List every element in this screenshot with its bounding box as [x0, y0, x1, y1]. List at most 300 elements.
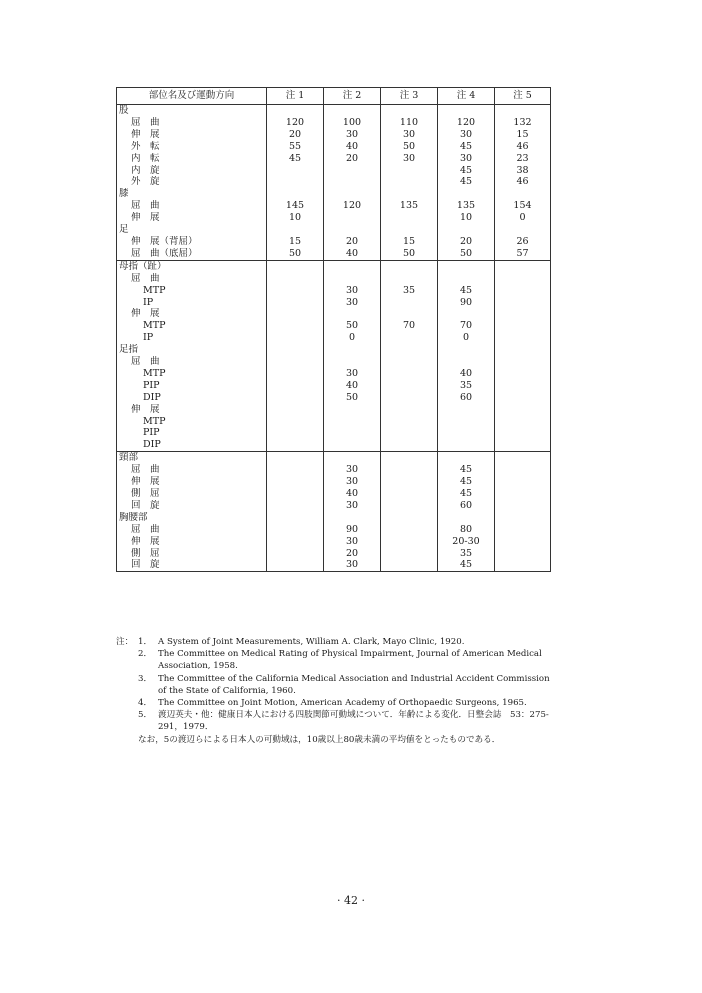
table-cell: 135	[381, 200, 438, 212]
table-cell	[267, 165, 324, 177]
table-row	[117, 476, 551, 488]
table-cell: 40	[324, 488, 381, 500]
table-cell: 45	[438, 488, 495, 500]
table-cell: 30	[324, 129, 381, 141]
row-label: 頸部	[117, 452, 267, 464]
footnote-text: The Committee of the California Medical Association and Industrial Accident Commission of the State of California, 1960.	[158, 673, 550, 696]
column-header: 注 5	[495, 88, 551, 105]
table-cell	[381, 392, 438, 404]
footnote-number: 4．	[138, 698, 153, 709]
table-cell: 30	[324, 297, 381, 309]
table-cell: 120	[267, 117, 324, 129]
row-label: 伸 展	[117, 404, 267, 416]
table-cell: 10	[267, 212, 324, 224]
table-cell: 30	[438, 153, 495, 165]
table-row	[117, 368, 551, 380]
table-cell	[438, 224, 495, 236]
table-row	[117, 344, 551, 356]
table-cell	[381, 536, 438, 548]
table-cell: 46	[495, 176, 551, 188]
table-cell	[324, 165, 381, 177]
table-cell	[267, 427, 324, 439]
table-cell	[495, 356, 551, 368]
footnote-text: A System of Joint Measurements, William A. Clark, Mayo Clinic, 1920.	[158, 637, 465, 647]
row-label: 足	[117, 224, 267, 236]
table-cell: 57	[495, 248, 551, 260]
table-cell	[381, 512, 438, 524]
table-cell	[438, 439, 495, 451]
table-cell	[495, 524, 551, 536]
table-cell	[381, 404, 438, 416]
table-cell	[495, 260, 551, 272]
row-label: 足指	[117, 344, 267, 356]
footnote	[116, 673, 556, 697]
footnote	[116, 697, 556, 709]
table-cell	[381, 188, 438, 200]
footnote	[116, 709, 556, 733]
table-cell	[381, 356, 438, 368]
footnote-text: The Committee on Joint Motion, American Academy of Orthopaedic Surgeons, 1965.	[158, 698, 527, 709]
table-cell: 50	[324, 320, 381, 332]
table-cell: 30	[324, 285, 381, 297]
column-header: 注 1	[267, 88, 324, 105]
table-cell: 50	[381, 141, 438, 153]
table-cell	[381, 524, 438, 536]
table-cell: 30	[438, 129, 495, 141]
table-cell: 132	[495, 117, 551, 129]
table-row	[117, 260, 551, 272]
table-cell: 120	[438, 117, 495, 129]
table-row	[117, 548, 551, 560]
table-cell	[267, 308, 324, 320]
table-row	[117, 464, 551, 476]
row-label: 胸腰部	[117, 512, 267, 524]
table-row	[117, 320, 551, 332]
footnotes	[116, 636, 556, 746]
row-label: 屈 曲	[117, 524, 267, 536]
table-cell: 30	[381, 129, 438, 141]
table-cell	[267, 488, 324, 500]
table-row	[117, 273, 551, 285]
table-cell	[324, 404, 381, 416]
table-cell: 20-30	[438, 536, 495, 548]
table-cell	[495, 380, 551, 392]
table-cell	[495, 320, 551, 332]
row-label: 屈 曲	[117, 117, 267, 129]
row-label: IP	[117, 332, 267, 344]
table-cell	[381, 260, 438, 272]
footnote-text: The Committee on Medical Rating of Physical Impairment, Journal of American Medical Association, 1958.	[158, 649, 542, 672]
table-cell	[267, 356, 324, 368]
table-row	[117, 512, 551, 524]
row-label: MTP	[117, 416, 267, 428]
table-cell	[495, 308, 551, 320]
table-cell	[267, 285, 324, 297]
table-cell: 20	[438, 236, 495, 248]
table-row	[117, 308, 551, 320]
table-cell	[267, 500, 324, 512]
table-cell	[381, 308, 438, 320]
table-cell	[267, 464, 324, 476]
row-label: MTP	[117, 320, 267, 332]
row-label: 伸 展	[117, 476, 267, 488]
table-cell: 50	[267, 248, 324, 260]
table-cell	[324, 176, 381, 188]
table-cell	[267, 439, 324, 451]
table-cell	[324, 308, 381, 320]
table-cell: 135	[438, 200, 495, 212]
table-cell: 120	[324, 200, 381, 212]
column-header: 部位名及び運動方向	[117, 88, 267, 105]
footnote-remark: なお，5の渡辺らによる日本人の可動域は，10歳以上80歳未満の平均値をとったものである．	[138, 734, 501, 745]
table-cell: 46	[495, 141, 551, 153]
table-cell: 80	[438, 524, 495, 536]
table-row	[117, 105, 551, 117]
table-cell	[324, 427, 381, 439]
table-cell	[495, 548, 551, 560]
table-row	[117, 356, 551, 368]
table-row	[117, 200, 551, 212]
table-cell: 90	[438, 297, 495, 309]
table-cell	[381, 224, 438, 236]
footnote	[116, 648, 556, 672]
table-cell: 23	[495, 153, 551, 165]
table-cell: 20	[324, 236, 381, 248]
table-cell	[438, 308, 495, 320]
table-cell	[495, 464, 551, 476]
row-label: MTP	[117, 368, 267, 380]
table-body	[117, 105, 551, 572]
table-cell: 20	[324, 153, 381, 165]
table-cell	[381, 488, 438, 500]
table-cell	[324, 188, 381, 200]
table-cell: 45	[438, 559, 495, 571]
table-row	[117, 380, 551, 392]
table-cell: 20	[267, 129, 324, 141]
table-row	[117, 536, 551, 548]
table-cell	[381, 427, 438, 439]
table-cell: 0	[438, 332, 495, 344]
table-cell	[381, 452, 438, 464]
row-label: PIP	[117, 380, 267, 392]
table-cell: 110	[381, 117, 438, 129]
table-cell	[438, 404, 495, 416]
table-cell	[495, 332, 551, 344]
table-cell	[381, 105, 438, 117]
table-cell	[495, 273, 551, 285]
table-cell: 0	[495, 212, 551, 224]
table-cell	[495, 476, 551, 488]
table-cell: 40	[324, 380, 381, 392]
table-cell	[495, 536, 551, 548]
table-cell: 45	[438, 464, 495, 476]
table-cell	[495, 559, 551, 571]
table-row	[117, 224, 551, 236]
row-label: 側 屈	[117, 488, 267, 500]
table-row	[117, 212, 551, 224]
table-cell: 15	[381, 236, 438, 248]
table-cell	[267, 416, 324, 428]
table-cell	[381, 368, 438, 380]
table-row	[117, 129, 551, 141]
table-cell: 60	[438, 392, 495, 404]
footnote-number: 3．	[138, 673, 153, 684]
table-cell	[267, 176, 324, 188]
table-cell	[324, 273, 381, 285]
table-cell: 100	[324, 117, 381, 129]
table-cell	[438, 273, 495, 285]
table-row	[117, 285, 551, 297]
table-cell	[495, 512, 551, 524]
table-cell	[267, 512, 324, 524]
table-cell: 15	[495, 129, 551, 141]
table-cell: 30	[324, 476, 381, 488]
table-cell	[381, 332, 438, 344]
table-row	[117, 236, 551, 248]
table-row	[117, 392, 551, 404]
table-cell	[324, 416, 381, 428]
table-cell: 70	[381, 320, 438, 332]
row-label: 内 旋	[117, 165, 267, 177]
table-row	[117, 524, 551, 536]
table-cell: 70	[438, 320, 495, 332]
table-cell: 45	[438, 476, 495, 488]
table-cell	[381, 165, 438, 177]
row-label: 屈 曲	[117, 200, 267, 212]
row-label: 伸 展	[117, 308, 267, 320]
table-cell: 30	[381, 153, 438, 165]
range-of-motion-table	[116, 87, 551, 572]
table-cell: 35	[381, 285, 438, 297]
table-cell	[267, 559, 324, 571]
table-cell	[267, 452, 324, 464]
row-label: 伸 展（背屈）	[117, 236, 267, 248]
table-cell: 10	[438, 212, 495, 224]
table-row	[117, 188, 551, 200]
table-cell	[381, 297, 438, 309]
row-label: 伸 展	[117, 536, 267, 548]
table-cell: 30	[324, 464, 381, 476]
table-row	[117, 117, 551, 129]
table-header-row	[117, 88, 551, 105]
row-label: 伸 展	[117, 129, 267, 141]
table-cell: 40	[438, 368, 495, 380]
row-label: 伸 展	[117, 212, 267, 224]
row-label: 内 転	[117, 153, 267, 165]
footnote-number: 5．	[138, 710, 153, 721]
table-cell	[495, 404, 551, 416]
table-cell	[381, 212, 438, 224]
column-header: 注 3	[381, 88, 438, 105]
row-label: DIP	[117, 392, 267, 404]
table-cell	[495, 439, 551, 451]
table-cell: 0	[324, 332, 381, 344]
table-cell	[267, 368, 324, 380]
table-cell	[267, 188, 324, 200]
table-row	[117, 176, 551, 188]
table-cell	[495, 427, 551, 439]
table-cell: 30	[324, 536, 381, 548]
table-cell: 15	[267, 236, 324, 248]
table-cell	[381, 464, 438, 476]
table-cell	[381, 176, 438, 188]
table-row	[117, 153, 551, 165]
table-cell	[381, 500, 438, 512]
table-cell: 145	[267, 200, 324, 212]
table-cell	[495, 500, 551, 512]
table-cell	[381, 476, 438, 488]
table-row	[117, 332, 551, 344]
table-cell	[438, 427, 495, 439]
row-label: 屈 曲	[117, 273, 267, 285]
table-cell	[267, 536, 324, 548]
table-cell	[438, 512, 495, 524]
row-label: 側 屈	[117, 548, 267, 560]
table-cell	[495, 188, 551, 200]
table-cell	[495, 488, 551, 500]
table-cell: 50	[324, 392, 381, 404]
table-cell: 50	[438, 248, 495, 260]
row-label: 屈 曲	[117, 464, 267, 476]
footnote-lead: 注：	[116, 637, 134, 647]
table-cell	[267, 260, 324, 272]
table-cell: 26	[495, 236, 551, 248]
table-cell	[495, 392, 551, 404]
table-cell	[438, 452, 495, 464]
row-label: 外 転	[117, 141, 267, 153]
row-label: 母指（趾）	[117, 260, 267, 272]
table-cell	[324, 452, 381, 464]
row-label: 股	[117, 105, 267, 117]
table-cell	[495, 368, 551, 380]
footnote-number: 2．	[138, 649, 153, 660]
table-cell	[267, 392, 324, 404]
table-cell: 40	[324, 141, 381, 153]
table-cell	[381, 548, 438, 560]
table-cell	[438, 188, 495, 200]
table-cell	[267, 344, 324, 356]
table-cell	[438, 344, 495, 356]
table-cell	[495, 416, 551, 428]
table-row	[117, 488, 551, 500]
table-cell	[438, 356, 495, 368]
table-cell: 90	[324, 524, 381, 536]
table-cell: 154	[495, 200, 551, 212]
table-cell	[495, 105, 551, 117]
table-cell	[324, 356, 381, 368]
page-number: · 42 ·	[337, 894, 365, 907]
table-cell	[267, 476, 324, 488]
table-cell: 45	[438, 285, 495, 297]
table-cell	[495, 344, 551, 356]
row-label: 回 旋	[117, 500, 267, 512]
row-label: MTP	[117, 285, 267, 297]
table-row	[117, 427, 551, 439]
table-cell: 45	[438, 165, 495, 177]
table-cell: 30	[324, 559, 381, 571]
footnote	[116, 636, 556, 648]
table-row	[117, 165, 551, 177]
row-label: 外 旋	[117, 176, 267, 188]
table-cell	[495, 452, 551, 464]
table-row	[117, 297, 551, 309]
column-header: 注 2	[324, 88, 381, 105]
table-cell	[267, 404, 324, 416]
table-cell: 30	[324, 368, 381, 380]
table-cell: 45	[438, 176, 495, 188]
row-label: PIP	[117, 427, 267, 439]
row-label: 回 旋	[117, 559, 267, 571]
footnote-text: 渡辺英夫・他：健康日本人における四肢関節可動域について．年齢による変化．日整会誌 53：275-291，1979．	[158, 710, 549, 733]
table-cell	[267, 224, 324, 236]
table-cell	[267, 380, 324, 392]
table-cell	[438, 105, 495, 117]
row-label: 屈 曲（底屈）	[117, 248, 267, 260]
table-cell	[267, 524, 324, 536]
table-cell	[324, 105, 381, 117]
table-row	[117, 404, 551, 416]
table-cell	[267, 105, 324, 117]
table-cell	[324, 439, 381, 451]
table-cell	[438, 260, 495, 272]
table-cell	[381, 380, 438, 392]
table-cell: 60	[438, 500, 495, 512]
table-cell	[381, 273, 438, 285]
table-cell	[495, 224, 551, 236]
table-cell: 35	[438, 548, 495, 560]
table-cell: 40	[324, 248, 381, 260]
table-cell: 38	[495, 165, 551, 177]
table-cell	[381, 416, 438, 428]
table-cell	[267, 273, 324, 285]
table-cell: 45	[267, 153, 324, 165]
footnote-number: 1．	[138, 637, 153, 647]
table-cell	[267, 548, 324, 560]
table-row	[117, 452, 551, 464]
row-label: 膝	[117, 188, 267, 200]
table-cell: 30	[324, 500, 381, 512]
table-row	[117, 416, 551, 428]
table-cell	[324, 344, 381, 356]
table-cell	[267, 332, 324, 344]
table-cell	[324, 512, 381, 524]
table-cell: 50	[381, 248, 438, 260]
row-label: DIP	[117, 439, 267, 451]
table-cell: 35	[438, 380, 495, 392]
table-row	[117, 439, 551, 451]
column-header: 注 4	[438, 88, 495, 105]
table-cell	[267, 320, 324, 332]
table-row	[117, 141, 551, 153]
table-cell	[381, 344, 438, 356]
table-cell	[381, 559, 438, 571]
row-label: IP	[117, 297, 267, 309]
table-row	[117, 500, 551, 512]
table-cell: 20	[324, 548, 381, 560]
table-cell	[267, 297, 324, 309]
table-cell	[324, 212, 381, 224]
table-cell: 45	[438, 141, 495, 153]
table-row	[117, 559, 551, 571]
table-cell	[381, 439, 438, 451]
table-cell	[438, 416, 495, 428]
table-cell	[324, 224, 381, 236]
table-cell	[324, 260, 381, 272]
table-cell: 55	[267, 141, 324, 153]
table-row	[117, 248, 551, 260]
row-label: 屈 曲	[117, 356, 267, 368]
table-cell	[495, 297, 551, 309]
